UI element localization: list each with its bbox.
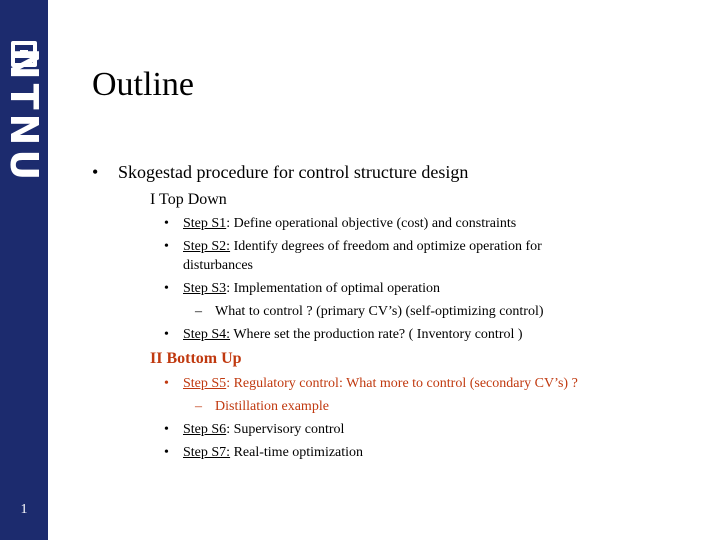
step-s2-text: Identify degrees of freedom and optimize operation for (230, 239, 542, 254)
step-s3-label: Step S3 (183, 281, 227, 296)
step-s4-text: Where set the production rate? ( Inventory control ) (230, 327, 523, 342)
page-number: 1 (20, 502, 28, 517)
top-down-heading: I Top Down (150, 191, 227, 208)
bullet-icon: • (164, 422, 169, 437)
step-s6-item (164, 422, 344, 438)
step-s3-text: : Implementation of optimal operation (226, 281, 441, 296)
step-s4-item (164, 327, 523, 343)
bullet-icon: • (164, 239, 169, 254)
step-s1-text: : Define operational objective (cost) and constraints (226, 216, 517, 231)
slide-title: Outline (92, 66, 194, 103)
dash-icon: – (195, 304, 202, 319)
bullet-icon: • (92, 162, 99, 182)
step-s5-subtext: Distillation example (215, 399, 329, 414)
bullet-icon: • (164, 327, 169, 342)
step-s5-subitem (195, 399, 329, 415)
step-s5-item (164, 376, 578, 392)
step-s7-label: Step S7: (183, 445, 231, 460)
step-s1-item (164, 216, 516, 232)
step-s3-subitem (195, 304, 544, 320)
step-s2-label: Step S2: (183, 239, 231, 254)
bottom-up-heading: II Bottom Up (150, 350, 242, 367)
step-s7-text: Real-time optimization (230, 445, 364, 460)
step-s6-label: Step S6 (183, 422, 227, 437)
step-s5-text: : Regulatory control: What more to control (secondary CV’s) ? (226, 376, 578, 391)
step-s4-label: Step S4: (183, 327, 231, 342)
main-bullet (92, 162, 468, 183)
bullet-icon: • (164, 281, 169, 296)
ntnu-logo-text: NTNU (2, 47, 46, 185)
bullet-icon: • (164, 216, 169, 231)
step-s5-label: Step S5 (183, 376, 227, 391)
main-bullet-text: Skogestad procedure for control structure design (118, 162, 469, 182)
step-s7-item (164, 445, 363, 461)
step-s2-item (164, 239, 542, 255)
step-s2-text-continued: disturbances (183, 258, 253, 273)
step-s1-label: Step S1 (183, 216, 227, 231)
bullet-icon: • (164, 445, 169, 460)
bullet-icon: • (164, 376, 169, 391)
step-s3-item (164, 281, 440, 297)
step-s6-text: : Supervisory control (226, 422, 345, 437)
dash-icon: – (195, 399, 202, 414)
sidebar-band (0, 0, 48, 540)
step-s3-subtext: What to control ? (primary CV’s) (self-optimizing control) (215, 304, 544, 319)
